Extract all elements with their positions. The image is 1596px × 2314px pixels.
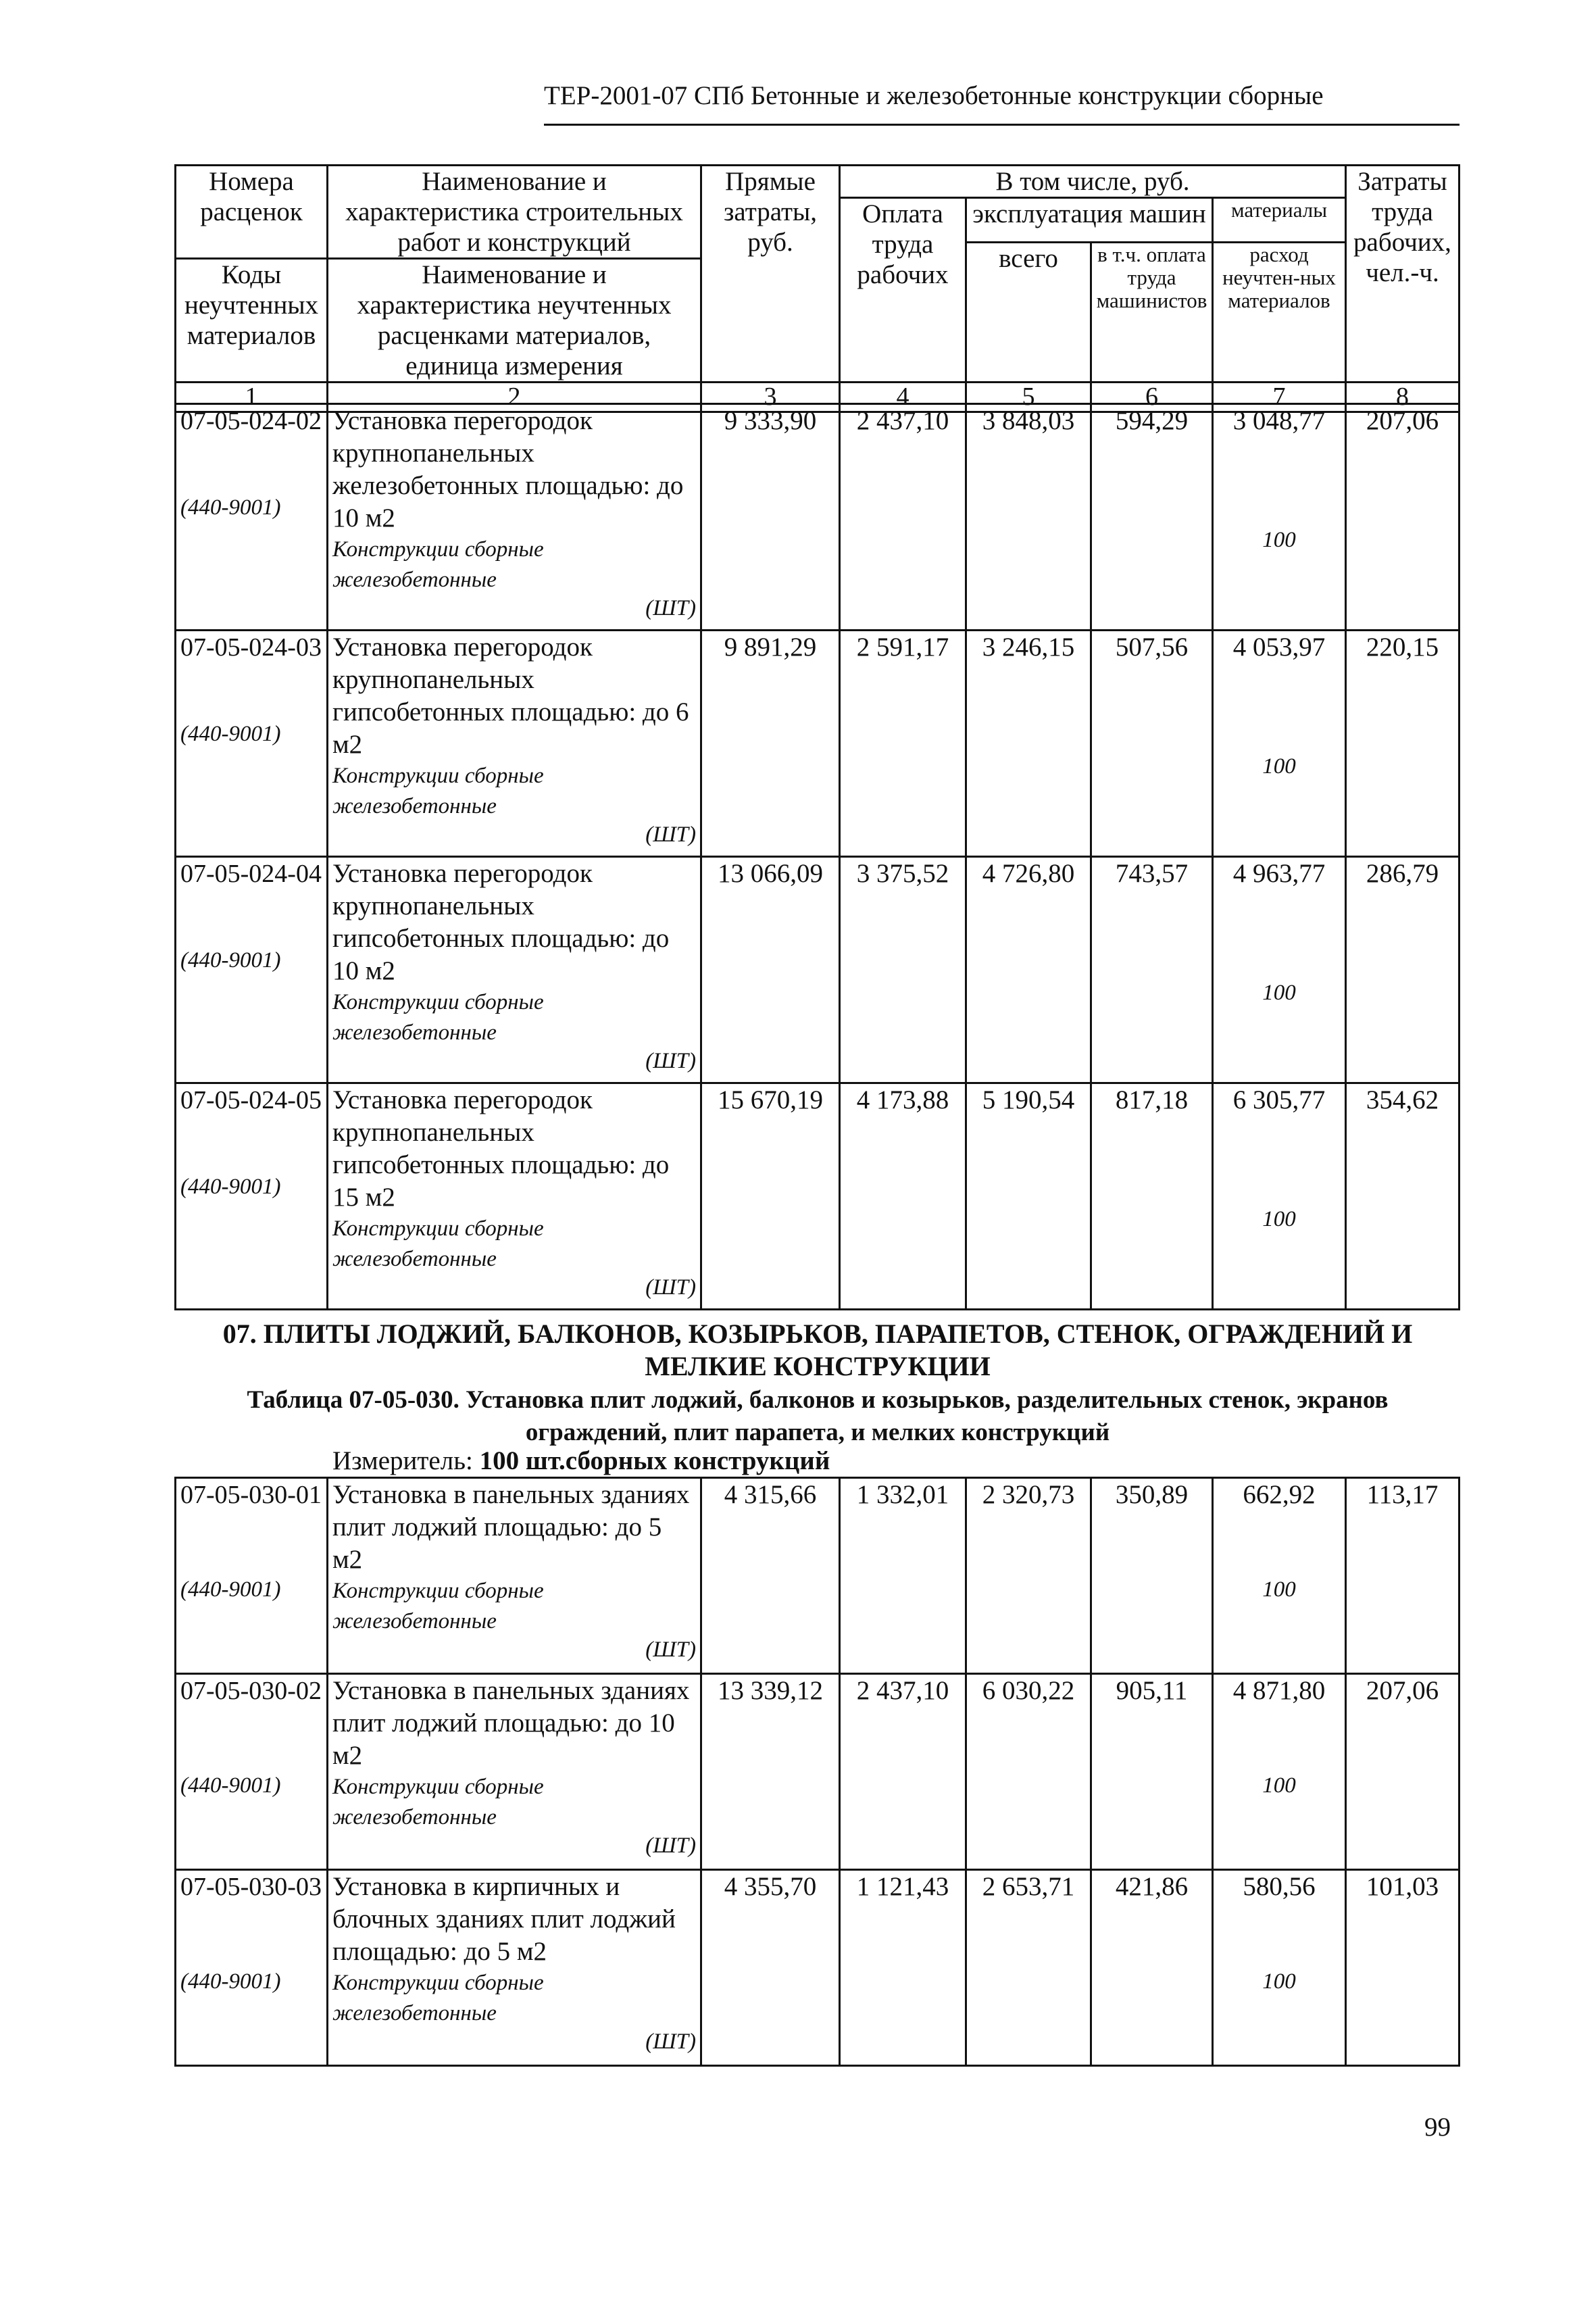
rate-code: 07-05-030-02 — [180, 1677, 322, 1705]
rate-code: 07-05-024-04 — [180, 860, 322, 888]
operator-cost: 743,57 — [1091, 857, 1213, 1083]
hdr-col5: всего — [966, 243, 1091, 383]
table-row — [176, 1478, 1460, 1674]
table-title: Таблица 07-05-030. Установка плит лоджий, балконов и козырьков, разделительных стенок, экранов ограждений, плит парапета, и мелких конструкций — [247, 1386, 1389, 1446]
material-name: Конструкции сборные железобетонные — [332, 1579, 544, 1633]
machine-cost: 3 848,03 — [966, 404, 1091, 631]
rate-name: Установка в панельных зданиях плит лоджий площадью: до 10 м2 — [332, 1676, 690, 1770]
materials-cost: 6 305,77 — [1232, 1085, 1326, 1114]
table-row — [176, 404, 1460, 631]
rate-code: 07-05-024-03 — [180, 633, 322, 662]
rate-name: Установка в панельных зданиях плит лоджий площадью: до 5 м2 — [332, 1480, 690, 1574]
materials-cost: 580,56 — [1243, 1872, 1316, 1901]
material-name: Конструкции сборные железобетонные — [332, 537, 544, 592]
hdr-col1-top: Номера расценок — [176, 166, 328, 259]
operator-cost: 421,86 — [1091, 1870, 1213, 2066]
hdr-num-7: 7 — [1213, 383, 1346, 412]
material-code: (440-9001) — [180, 1577, 281, 1602]
direct-cost: 9 333,90 — [701, 404, 840, 631]
hdr-col3: Прямые затраты, руб. — [701, 166, 840, 383]
material-qty: 100 — [1262, 528, 1296, 552]
labor-hours: 207,06 — [1346, 404, 1460, 631]
rate-code: 07-05-024-05 — [180, 1086, 322, 1114]
unit: (ШТ) — [645, 1049, 696, 1073]
hdr-col6: в т.ч. оплата труда машинистов — [1091, 243, 1213, 383]
materials-cost: 662,92 — [1243, 1480, 1316, 1509]
hdr-col2-bottom: Наименование и характеристика неучтенных расценками материалов, единица измерения — [328, 259, 701, 383]
hdr-num-6: 6 — [1091, 383, 1213, 412]
labor-hours: 220,15 — [1346, 631, 1460, 857]
material-qty: 100 — [1262, 1969, 1296, 1994]
labor-hours: 113,17 — [1346, 1478, 1460, 1674]
direct-cost: 9 891,29 — [701, 631, 840, 857]
measure-value: 100 шт.сборных конструкций — [479, 1446, 830, 1475]
operator-cost: 817,18 — [1091, 1083, 1213, 1310]
running-header: ТЕР-2001-07 СПб Бетонные и железобетонные конструкции сборные — [544, 81, 1324, 110]
materials-cost: 3 048,77 — [1232, 406, 1326, 435]
material-name: Конструкции сборные железобетонные — [332, 1216, 544, 1271]
labor-hours: 286,79 — [1346, 857, 1460, 1083]
machine-cost: 5 190,54 — [966, 1083, 1091, 1310]
material-code: (440-9001) — [180, 1773, 281, 1798]
labor-cost: 2 437,10 — [840, 404, 966, 631]
rate-name: Установка перегородок крупнопанельных железобетонных площадью: до 10 м2 — [332, 406, 684, 533]
operator-cost: 594,29 — [1091, 404, 1213, 631]
machine-cost: 6 030,22 — [966, 1674, 1091, 1870]
materials-cost: 4 871,80 — [1232, 1676, 1326, 1705]
material-qty: 100 — [1262, 1577, 1296, 1602]
rate-code: 07-05-024-02 — [180, 407, 322, 435]
rate-code: 07-05-030-01 — [180, 1481, 322, 1509]
machine-cost: 2 653,71 — [966, 1870, 1091, 2066]
machine-cost: 2 320,73 — [966, 1478, 1091, 1674]
machine-cost: 4 726,80 — [966, 857, 1091, 1083]
column-header-table — [174, 164, 1460, 413]
hdr-num-3: 3 — [701, 383, 840, 412]
operator-cost: 507,56 — [1091, 631, 1213, 857]
operator-cost: 905,11 — [1091, 1674, 1213, 1870]
material-code: (440-9001) — [180, 948, 281, 973]
material-code: (440-9001) — [180, 1969, 281, 1994]
measure-line — [332, 1446, 830, 1476]
table-row — [176, 1083, 1460, 1310]
table-row — [176, 631, 1460, 857]
material-code: (440-9001) — [180, 1175, 281, 1199]
materials-cost: 4 053,97 — [1232, 633, 1326, 662]
labor-cost: 1 121,43 — [840, 1870, 966, 2066]
material-qty: 100 — [1262, 1207, 1296, 1231]
hdr-num-4: 4 — [840, 383, 966, 412]
direct-cost: 4 355,70 — [701, 1870, 840, 2066]
material-name: Конструкции сборные железобетонные — [332, 764, 544, 818]
hdr-col4: Оплата труда рабочих — [840, 198, 966, 383]
rate-name: Установка в кирпичных и блочных зданиях плит лоджий площадью: до 5 м2 — [332, 1872, 676, 1966]
labor-hours: 354,62 — [1346, 1083, 1460, 1310]
material-qty: 100 — [1262, 1773, 1296, 1798]
labor-cost: 1 332,01 — [840, 1478, 966, 1674]
section-title: 07. ПЛИТЫ ЛОДЖИЙ, БАЛКОНОВ, КОЗЫРЬКОВ, ПАРАПЕТОВ, СТЕНОК, ОГРАЖДЕНИЙ И МЕЛКИЕ КОНСТРУКЦИИ — [222, 1319, 1413, 1381]
unit: (ШТ) — [645, 822, 696, 847]
hdr-num-1: 1 — [176, 383, 328, 412]
rates-table-030 — [174, 1477, 1460, 2067]
direct-cost: 13 066,09 — [701, 857, 840, 1083]
measure-label: Измеритель: — [332, 1446, 473, 1475]
material-code: (440-9001) — [180, 722, 281, 746]
header-rule — [544, 124, 1460, 126]
rates-table-024 — [174, 403, 1460, 1310]
rate-code: 07-05-030-03 — [180, 1873, 322, 1901]
table-row — [176, 1674, 1460, 1870]
hdr-materials: материалы — [1213, 198, 1346, 243]
hdr-col1-bottom: Коды неучтенных материалов — [176, 259, 328, 383]
hdr-num-8: 8 — [1346, 383, 1460, 412]
material-name: Конструкции сборные железобетонные — [332, 1775, 544, 1829]
hdr-num-2: 2 — [328, 383, 701, 412]
page-number: 99 — [1424, 2113, 1451, 2142]
table-row — [176, 1870, 1460, 2066]
machine-cost: 3 246,15 — [966, 631, 1091, 857]
labor-hours: 101,03 — [1346, 1870, 1460, 2066]
unit: (ШТ) — [645, 1275, 696, 1300]
materials-cost: 4 963,77 — [1232, 859, 1326, 888]
labor-cost: 3 375,52 — [840, 857, 966, 1083]
labor-hours: 207,06 — [1346, 1674, 1460, 1870]
labor-cost: 2 591,17 — [840, 631, 966, 857]
material-qty: 100 — [1262, 981, 1296, 1005]
material-qty: 100 — [1262, 754, 1296, 779]
unit: (ШТ) — [645, 2029, 696, 2054]
hdr-machines: эксплуатация машин — [966, 198, 1213, 243]
rate-name: Установка перегородок крупнопанельных гипсобетонных площадью: до 10 м2 — [332, 859, 670, 985]
table-row — [176, 857, 1460, 1083]
unit: (ШТ) — [645, 1833, 696, 1858]
material-name: Конструкции сборные железобетонные — [332, 990, 544, 1045]
labor-cost: 4 173,88 — [840, 1083, 966, 1310]
hdr-col7: расход неучтен-ных материалов — [1213, 243, 1346, 383]
hdr-num-5: 5 — [966, 383, 1091, 412]
direct-cost: 13 339,12 — [701, 1674, 840, 1870]
rate-name: Установка перегородок крупнопанельных гипсобетонных площадью: до 6 м2 — [332, 633, 689, 759]
hdr-col8: Затраты труда рабочих, чел.-ч. — [1346, 166, 1460, 383]
hdr-col2-top: Наименование и характеристика строительных работ и конструкций — [328, 166, 701, 259]
operator-cost: 350,89 — [1091, 1478, 1213, 1674]
labor-cost: 2 437,10 — [840, 1674, 966, 1870]
material-name: Конструкции сборные железобетонные — [332, 1971, 544, 2025]
unit: (ШТ) — [645, 1638, 696, 1662]
rate-name: Установка перегородок крупнопанельных гипсобетонных площадью: до 15 м2 — [332, 1085, 670, 1212]
hdr-group: В том числе, руб. — [840, 166, 1346, 198]
unit: (ШТ) — [645, 596, 696, 620]
direct-cost: 15 670,19 — [701, 1083, 840, 1310]
material-code: (440-9001) — [180, 495, 281, 520]
direct-cost: 4 315,66 — [701, 1478, 840, 1674]
